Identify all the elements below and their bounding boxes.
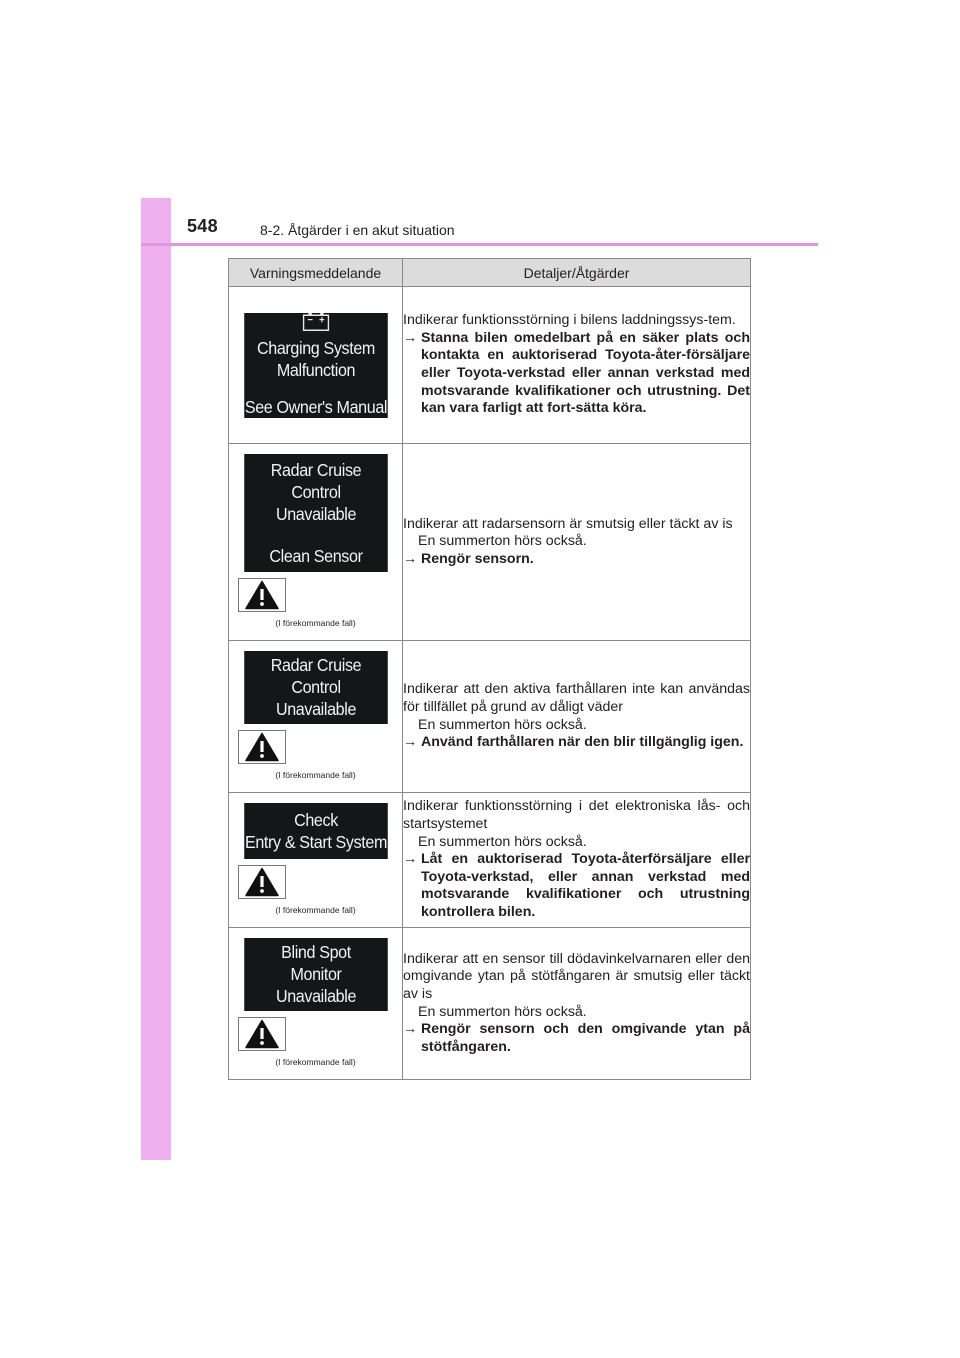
arrow-icon: → (403, 550, 418, 567)
display-text: Radar Cruise (270, 655, 361, 675)
display-image (244, 313, 388, 418)
table-row (229, 928, 751, 1080)
details-intro: Indikerar funktionsstörning i det elektroniska lås- och startsystemet (403, 798, 750, 833)
warning-indicator (238, 1017, 286, 1051)
details-note: En summerton hörs också. (418, 533, 587, 550)
details-action (403, 734, 750, 752)
details-note: En summerton hörs också. (418, 833, 587, 850)
details-cell (403, 641, 751, 793)
arrow-icon: → (403, 1021, 418, 1038)
details-intro: Indikerar funktionsstörning i bilens laddningssys-tem. (403, 312, 736, 329)
display-text: Unavailable (275, 503, 356, 524)
table-header-row (229, 259, 751, 287)
display-text: Monitor (289, 964, 342, 984)
display-image (244, 938, 388, 1011)
details-action (403, 851, 750, 921)
display-text: Malfunction (276, 359, 355, 380)
action-text: Stanna bilen omedelbart på en säker plats och kontakta en auktoriserad Toyota-åter-försäljare eller Toyota-verkstad eller annan verkstad med motsvarande kvalifikationer och utrustning. Det kan vara farligt att fort-sätta köra. (421, 329, 750, 417)
side-tab-band (141, 198, 171, 1160)
warning-triangle-icon (245, 867, 279, 897)
column-header-message: Varningsmeddelande (229, 259, 403, 287)
display-text: Control (290, 677, 341, 697)
message-cell (229, 444, 403, 641)
display-text: Control (290, 481, 341, 502)
message-cell (229, 928, 403, 1080)
warning-triangle-icon (245, 580, 279, 610)
battery-icon (297, 313, 334, 331)
header-rule (141, 243, 818, 246)
details-action (403, 1021, 750, 1056)
display-text: Blind Spot (280, 942, 351, 962)
message-cell (229, 287, 403, 444)
details-intro: Indikerar att den aktiva farthållaren inte kan användas för tillfället på grund av dåligt väder (403, 681, 750, 715)
table-row (229, 641, 751, 793)
condition-note: (I förekommande fall) (275, 769, 356, 780)
details-action (403, 551, 750, 569)
warning-triangle-icon (245, 1019, 279, 1049)
action-text: Använd farthållaren när den blir tillgänglig igen. (421, 734, 744, 751)
details-cell (403, 287, 751, 444)
display-text: Charging System (256, 337, 375, 358)
details-cell (403, 444, 751, 641)
condition-note: (I förekommande fall) (275, 904, 356, 915)
page-number: 548 (187, 216, 218, 236)
display-image (244, 651, 388, 724)
section-title: 8-2. Åtgärder i en akut situation (260, 222, 455, 238)
details-action (403, 330, 750, 418)
warning-indicator (238, 730, 286, 764)
message-cell (229, 641, 403, 793)
arrow-icon: → (403, 734, 418, 751)
condition-note: (I förekommande fall) (275, 617, 356, 628)
details-cell (403, 928, 751, 1080)
details-cell (403, 793, 751, 928)
display-text: Check (293, 809, 338, 830)
table-row (229, 444, 751, 641)
display-text: Clean Sensor (268, 545, 363, 566)
details-intro: Indikerar att en sensor till dödavinkelvarnaren eller den omgivande ytan på stötfångaren är smutsig eller täckt av is (403, 950, 750, 1002)
message-cell (229, 793, 403, 928)
details-note: En summerton hörs också. (418, 1003, 587, 1020)
arrow-icon: → (403, 851, 418, 868)
table-row (229, 793, 751, 928)
warning-message-table (228, 258, 751, 1080)
display-image (244, 454, 388, 572)
warning-indicator (238, 578, 286, 612)
details-intro: Indikerar att radarsensorn är smutsig eller täckt av is (403, 515, 733, 532)
display-text: Unavailable (275, 699, 356, 719)
action-text: Rengör sensorn. (421, 550, 534, 567)
condition-note: (I förekommande fall) (275, 1056, 356, 1067)
details-note: En summerton hörs också. (418, 716, 587, 733)
table-row (229, 287, 751, 444)
display-text: See Owner's Manual (244, 396, 387, 417)
display-text: Unavailable (275, 986, 356, 1006)
action-text: Rengör sensorn och den omgivande ytan på stötfångaren. (421, 1021, 750, 1055)
display-text: Entry & Start System (244, 831, 387, 852)
warning-triangle-icon (245, 732, 279, 762)
column-header-details: Detaljer/Åtgärder (403, 259, 751, 287)
display-text: Radar Cruise (270, 459, 361, 480)
warning-indicator (238, 865, 286, 899)
action-text: Låt en auktoriserad Toyota-återförsäljare eller Toyota-verkstad, eller annan verkstad med motsvarande kvalifikationer och utrustning kontrollera bilen. (421, 851, 750, 920)
display-image (244, 803, 388, 859)
arrow-icon: → (403, 329, 418, 346)
